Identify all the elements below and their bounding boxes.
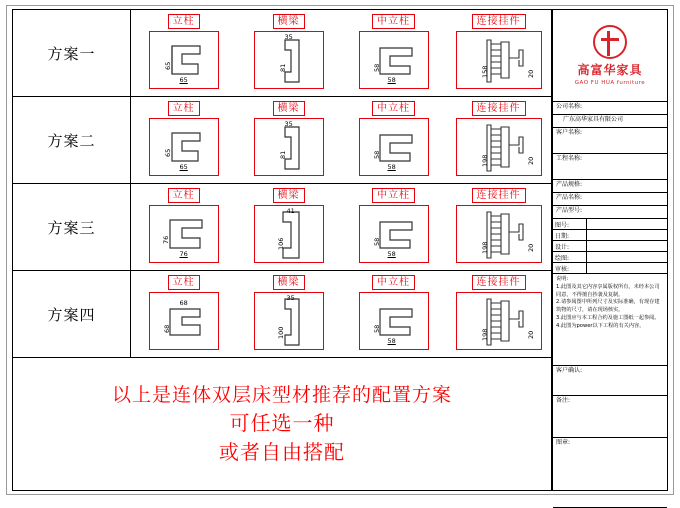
dim-value: 81 <box>278 63 287 72</box>
cell-title: 中立柱 <box>372 14 415 29</box>
remark-label: 备注: <box>553 396 667 438</box>
field-row <box>553 241 667 252</box>
cell-beam <box>236 184 341 270</box>
field-value <box>587 219 667 229</box>
product-model-label: 产品型号: <box>553 206 667 219</box>
connector-profile-icon <box>457 32 543 90</box>
dim-value: 65 <box>163 148 172 157</box>
dim-value: 76 <box>179 250 188 258</box>
dim-value: 81 <box>278 150 287 159</box>
profile-drawing-connector <box>456 31 542 89</box>
cell-title: 中立柱 <box>372 101 415 116</box>
dim-value: 198 <box>480 241 489 254</box>
field-key: 绘图: <box>553 252 587 262</box>
cell-title: 横梁 <box>273 188 305 203</box>
dim-value: 65 <box>163 61 172 70</box>
field-value <box>587 230 667 240</box>
dim-value: 35 <box>286 294 295 302</box>
cell-mid-post <box>341 184 446 270</box>
dim-value: 35 <box>284 33 293 41</box>
dim-value: 65 <box>179 76 188 84</box>
dim-value: 198 <box>480 154 489 167</box>
profile-drawing-mid-post <box>359 31 429 89</box>
note-line-2: 可任选一种 <box>229 411 335 436</box>
table-row <box>13 10 551 97</box>
project-name-label: 工程名称: <box>553 154 667 180</box>
profile-drawing-mid-post <box>359 292 429 350</box>
dim-value: 20 <box>526 156 535 165</box>
dim-value: 198 <box>480 328 489 341</box>
connector-profile-icon <box>457 206 543 264</box>
cell-mid-post <box>341 271 446 357</box>
dim-value: 158 <box>480 65 489 78</box>
cell-title: 立柱 <box>168 275 200 290</box>
dim-value: 76 <box>161 235 170 244</box>
profile-drawing-post <box>149 118 219 176</box>
cell-title: 立柱 <box>168 14 200 29</box>
dim-value: 41 <box>286 207 295 215</box>
company-name-value: 广东高华家具有限公司 <box>553 115 667 128</box>
dim-value: 58 <box>387 250 396 258</box>
scheme-cells <box>131 271 551 357</box>
dim-value: 20 <box>526 243 535 252</box>
profile-drawing-beam <box>254 118 324 176</box>
table-row <box>13 184 551 271</box>
cell-title: 连接挂件 <box>472 101 526 116</box>
note-item: 1.此图及其它内容享属版权所有，未经本公司同意，不得擅自抄袭及复制。 <box>556 283 660 298</box>
profile-drawing-beam <box>254 31 324 89</box>
profile-drawing-beam <box>254 292 324 350</box>
customer-name-label: 客户名称: <box>553 128 667 154</box>
dim-value: 65 <box>179 163 188 171</box>
company-logo <box>553 10 667 102</box>
scheme-table <box>12 9 552 491</box>
cell-title: 连接挂件 <box>472 188 526 203</box>
brand-name-en: GAO FU HUA furniture <box>574 80 646 86</box>
dim-value: 58 <box>387 76 396 84</box>
notes-title: 说明: <box>556 276 569 282</box>
dim-value: 58 <box>372 63 381 72</box>
dim-value: 35 <box>284 120 293 128</box>
note-item: 3.此图应与本工程合约及施工图纸一起参阅。 <box>556 314 660 321</box>
note-line-3: 或者自由搭配 <box>219 440 345 465</box>
profile-drawing-connector <box>456 292 542 350</box>
profile-drawing-connector <box>456 118 542 176</box>
field-row <box>553 252 667 263</box>
cell-beam <box>236 10 341 96</box>
field-value <box>587 241 667 251</box>
profile-drawing-mid-post <box>359 205 429 263</box>
cell-title: 立柱 <box>168 101 200 116</box>
cell-connector <box>446 271 551 357</box>
cell-title: 中立柱 <box>372 188 415 203</box>
dim-value: 20 <box>526 69 535 78</box>
table-row <box>13 97 551 184</box>
field-key: 图号: <box>553 219 587 229</box>
cell-post <box>131 97 236 183</box>
cell-beam <box>236 97 341 183</box>
profile-drawing-post <box>149 292 219 350</box>
field-value <box>587 252 667 262</box>
field-row <box>553 219 667 230</box>
scheme-label: 方案一 <box>13 10 131 96</box>
company-name-label: 公司名称: <box>553 102 667 115</box>
cell-title: 连接挂件 <box>472 14 526 29</box>
connector-profile-icon <box>457 293 543 351</box>
scheme-cells <box>131 184 551 270</box>
profile-drawing-post <box>149 31 219 89</box>
field-key: 设计: <box>553 241 587 251</box>
cell-title: 横梁 <box>273 14 305 29</box>
field-row <box>553 230 667 241</box>
cell-post <box>131 10 236 96</box>
cell-mid-post <box>341 10 446 96</box>
dim-value: 68 <box>179 299 188 307</box>
field-key: 审核: <box>553 263 587 273</box>
table-row <box>13 271 551 358</box>
product-name-label: 产品名称: <box>553 193 667 206</box>
dim-value: 58 <box>372 324 381 333</box>
dim-value: 58 <box>387 337 396 345</box>
scheme-cells <box>131 97 551 183</box>
profile-drawing-mid-post <box>359 118 429 176</box>
legal-notes <box>553 274 667 366</box>
dim-value: 106 <box>276 237 285 250</box>
cell-mid-post <box>341 97 446 183</box>
spec-label: 产品规格: <box>553 180 667 193</box>
field-key: 日期: <box>553 230 587 240</box>
scheme-label: 方案四 <box>13 271 131 357</box>
dim-value: 58 <box>372 150 381 159</box>
title-block <box>552 9 668 491</box>
scheme-cells <box>131 10 551 96</box>
seal-label: 图章: <box>553 438 667 508</box>
cell-title: 横梁 <box>273 275 305 290</box>
cell-connector <box>446 97 551 183</box>
cell-post <box>131 271 236 357</box>
cell-connector <box>446 184 551 270</box>
cell-title: 中立柱 <box>372 275 415 290</box>
cell-title: 连接挂件 <box>472 275 526 290</box>
cell-title: 立柱 <box>168 188 200 203</box>
profile-drawing-post <box>149 205 219 263</box>
dim-value: 58 <box>372 237 381 246</box>
profile-drawing-beam <box>254 205 324 263</box>
cell-connector <box>446 10 551 96</box>
customer-confirm-label: 客户确认: <box>553 366 667 396</box>
note-item: 2.请参阅图中所列尺寸及实际准确，有现存建筑物的尺寸，请在现场核实。 <box>556 299 660 314</box>
cell-beam <box>236 271 341 357</box>
brand-mark-icon <box>593 25 627 59</box>
dim-value: 68 <box>162 324 171 333</box>
brand-name-cn: 高富华家具 <box>577 63 643 77</box>
note-line-1: 以上是连体双层床型材推荐的配置方案 <box>111 383 452 406</box>
dim-value: 100 <box>276 326 285 339</box>
field-value <box>587 263 667 273</box>
scheme-label: 方案二 <box>13 97 131 183</box>
connector-profile-icon <box>457 119 543 177</box>
cell-post <box>131 184 236 270</box>
scheme-label: 方案三 <box>13 184 131 270</box>
note-item: 4.此图为power以下工程的有关内容。 <box>556 322 645 329</box>
dim-value: 20 <box>526 330 535 339</box>
profile-drawing-connector <box>456 205 542 263</box>
dim-value: 58 <box>387 163 396 171</box>
cell-title: 横梁 <box>273 101 305 116</box>
field-row <box>553 263 667 274</box>
summary-note <box>13 358 551 491</box>
